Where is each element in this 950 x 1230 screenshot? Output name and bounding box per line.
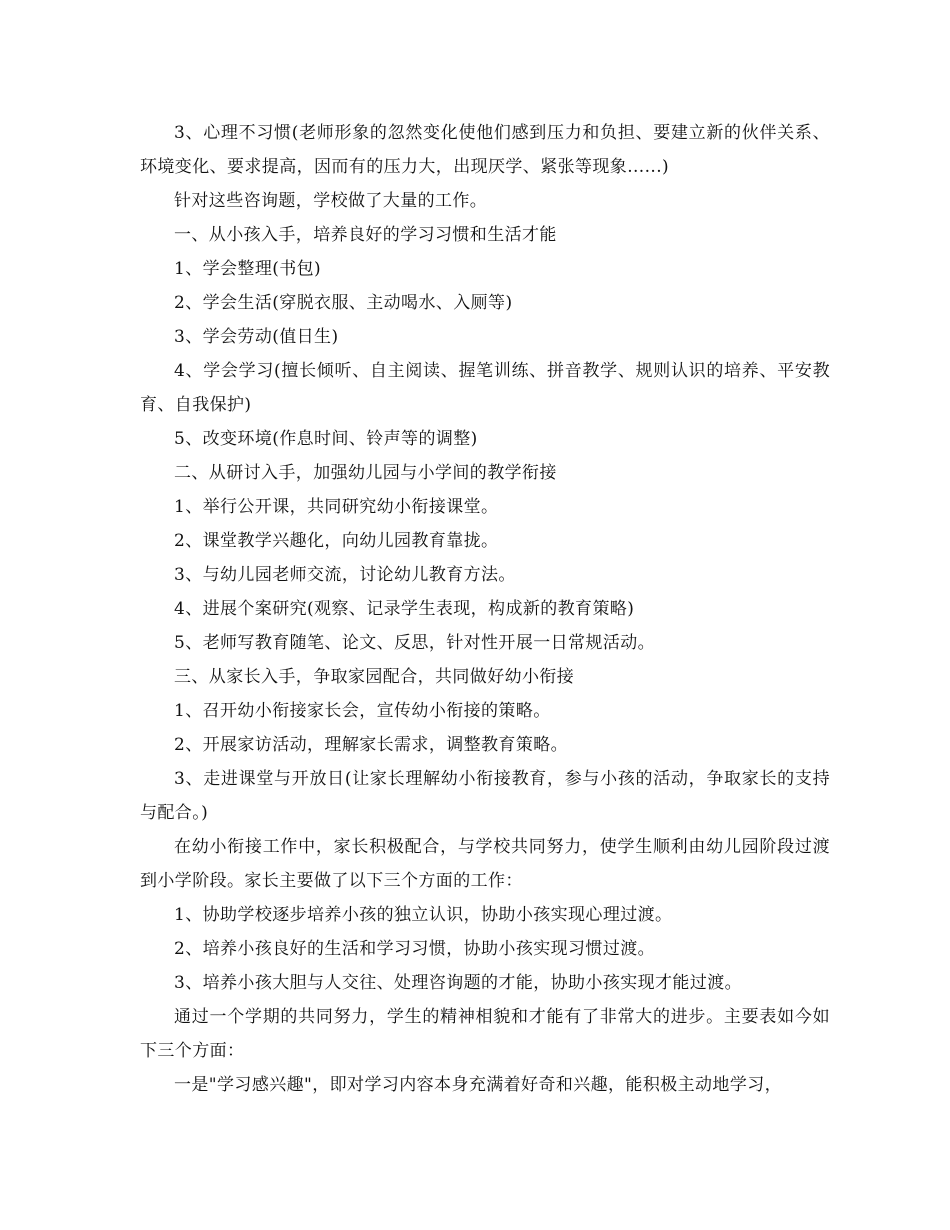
paragraph-24: 一是"学习感兴趣"，即对学习内容本身充满着好奇和兴趣，能积极主动地学习， (174, 1075, 783, 1095)
paragraph-10: 1、举行公开课，共同研究幼小衔接课堂。 (174, 497, 499, 517)
paragraph-11: 2、课堂教学兴趣化，向幼儿园教育靠拢。 (174, 531, 499, 551)
paragraph-12: 3、与幼儿园老师交流，讨论幼儿教育方法。 (174, 565, 516, 585)
paragraph-8: 5、改变环境(作息时间、铃声等的调整) (174, 429, 478, 449)
paragraph-6: 3、学会劳动(值日生) (174, 327, 339, 347)
paragraph-16: 1、召开幼小衔接家长会，宣传幼小衔接的策略。 (174, 701, 551, 721)
section-heading-2: 二、从研讨入手，加强幼儿园与小学间的教学衔接 (174, 463, 557, 483)
paragraph-23: 通过一个学期的共同努力，学生的精神相貌和才能有了非常大的进步。主要表如今如下三个方面： (140, 1007, 830, 1061)
paragraph-14: 5、老师写教育随笔、论文、反思，针对性开展一日常规活动。 (174, 633, 656, 653)
paragraph-18: 3、走进课堂与开放日(让家长理解幼小衔接教育，参与小孩的活动，争取家长的支持与配合。) (140, 769, 830, 823)
paragraph-4: 1、学会整理(书包) (174, 259, 322, 279)
paragraph-7: 4、学会学习(擅长倾听、自主阅读、握笔训练、拼音教学、规则认识的培养、平安教育、自我保护) (140, 361, 830, 415)
document-body (140, 116, 830, 1102)
paragraph-21: 2、培养小孩良好的生活和学习习惯，协助小孩实现习惯过渡。 (174, 939, 656, 959)
paragraph-17: 2、开展家访活动，理解家长需求，调整教育策略。 (174, 735, 569, 755)
paragraph-5: 2、学会生活(穿脱衣服、主动喝水、入厕等) (174, 293, 513, 313)
paragraph-2: 针对这些咨询题，学校做了大量的工作。 (174, 191, 488, 211)
paragraph-19: 在幼小衔接工作中，家长积极配合，与学校共同努力，使学生顺利由幼儿园阶段过渡到小学阶段。家长主要做了以下三个方面的工作： (140, 837, 830, 891)
paragraph-22: 3、培养小孩大胆与人交往、处理咨询题的才能，协助小孩实现才能过渡。 (174, 973, 743, 993)
section-heading-1: 一、从小孩入手，培养良好的学习习惯和生活才能 (174, 225, 557, 245)
paragraph-20: 1、协助学校逐步培养小孩的独立认识，协助小孩实现心理过渡。 (174, 905, 673, 925)
paragraph-1: 3、心理不习惯(老师形象的忽然变化使他们感到压力和负担、要建立新的伙伴关系、环境变化、要求提高，因而有的压力大，出现厌学、紧张等现象......) (140, 123, 830, 177)
section-heading-3: 三、从家长入手，争取家园配合，共同做好幼小衔接 (174, 667, 575, 687)
paragraph-13: 4、进展个案研究(观察、记录学生表现，构成新的教育策略) (174, 599, 635, 619)
